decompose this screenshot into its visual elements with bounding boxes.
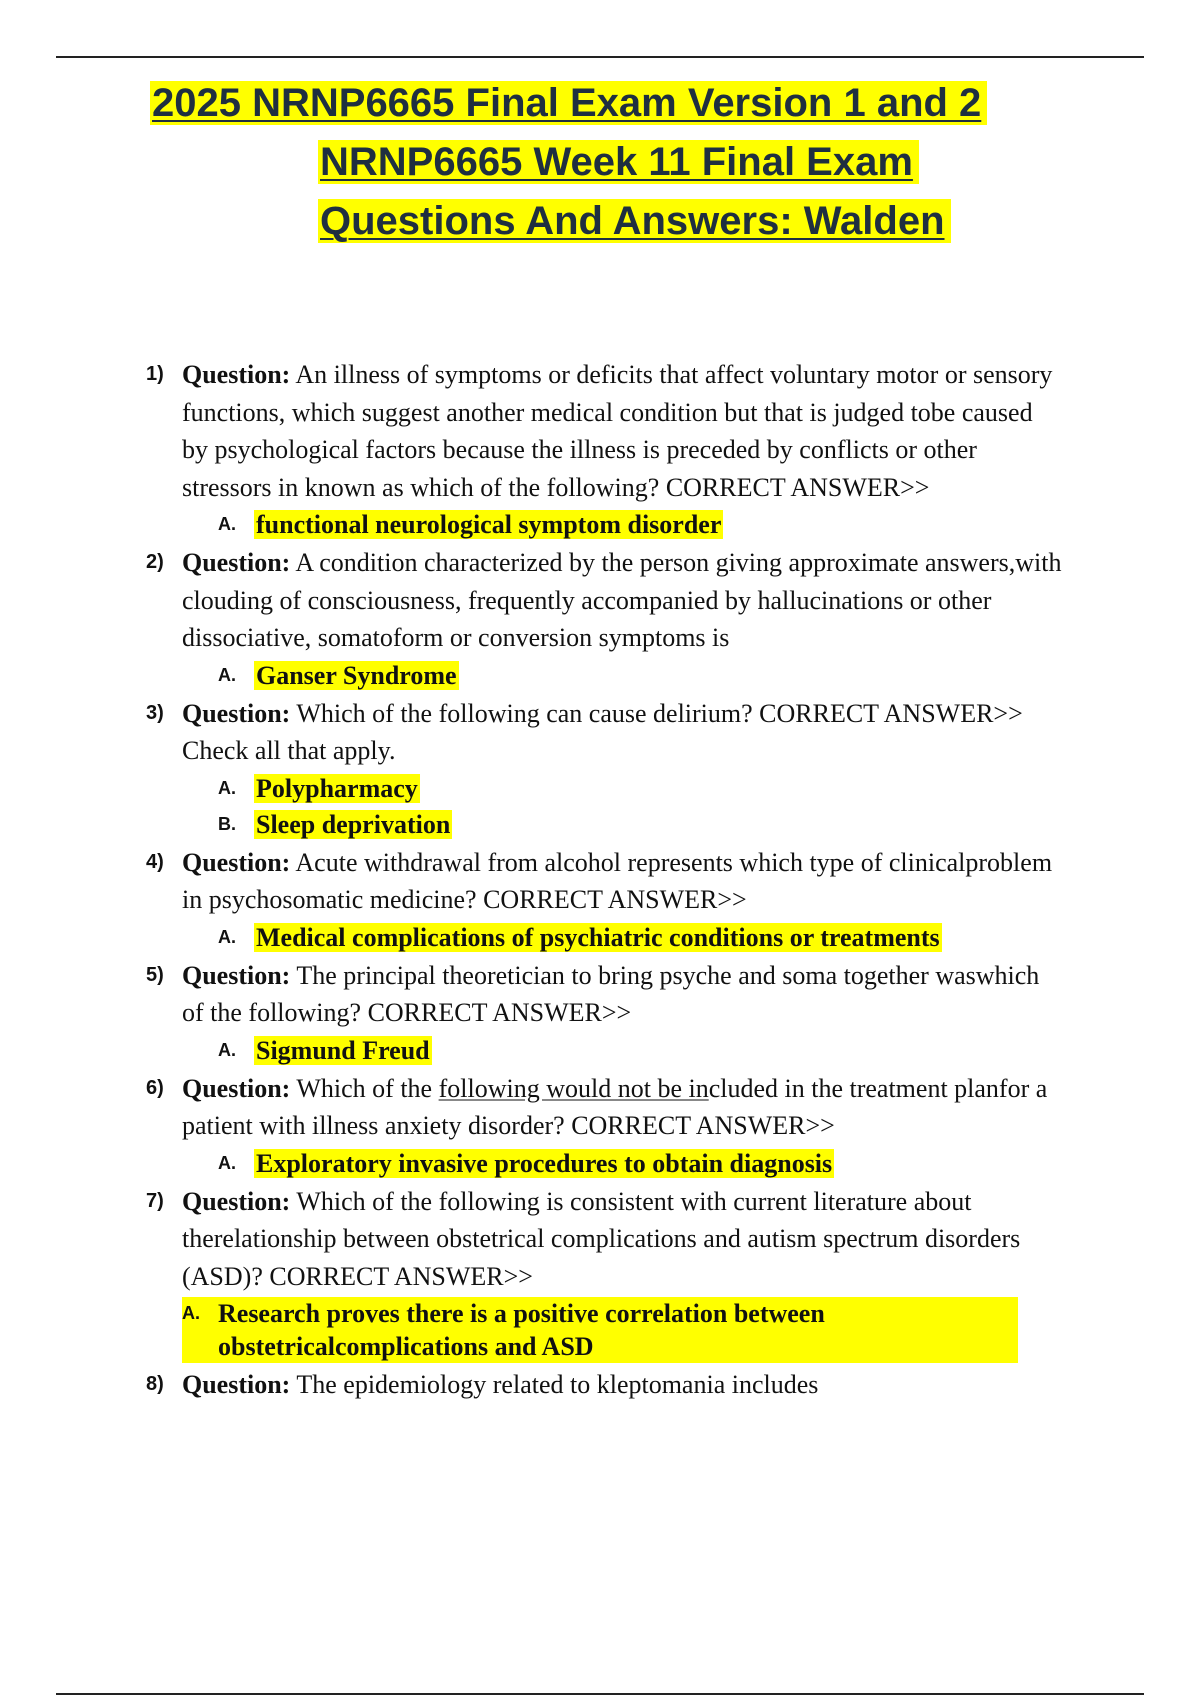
answer-6a xyxy=(0,1147,984,1180)
answer-text: Sigmund Freud xyxy=(256,1035,430,1065)
answer-letter: A. xyxy=(218,777,236,798)
title-line-3: Questions And Answers: Walden xyxy=(0,192,1200,251)
question-3 xyxy=(0,695,1062,770)
question-number: 2) xyxy=(146,551,164,573)
answer-letter: B. xyxy=(218,813,236,834)
question-label: Question: xyxy=(182,698,291,728)
answer-text: Sleep deprivation xyxy=(256,809,451,839)
question-4 xyxy=(0,844,1062,919)
question-6 xyxy=(0,1070,1062,1145)
question-label: Question: xyxy=(182,360,291,389)
question-number: 1) xyxy=(146,363,164,385)
question-text-start: Which of the xyxy=(290,1073,439,1103)
question-7 xyxy=(0,1183,1062,1296)
question-label: Question: xyxy=(182,1073,291,1103)
question-text-end: cluded in the treatment planfor a patient with illness anxiety disorder? CORRECT ANSWER>> xyxy=(182,1073,1048,1140)
question-list xyxy=(0,356,1200,1404)
question-text: The epidemiology related to kleptomania includes xyxy=(290,1370,819,1399)
answer-letter: A. xyxy=(218,1152,236,1173)
question-text: The principal theoretician to bring psyche and soma together waswhich of the following? CORRECT ANSWER>> xyxy=(182,960,1040,1027)
question-2 xyxy=(0,544,1062,657)
question-text: Acute withdrawal from alcohol represents which type of clinicalproblem in psychosomatic medicine? CORRECT ANSWER>> xyxy=(182,847,1053,914)
question-number: 6) xyxy=(146,1076,164,1099)
question-label: Question: xyxy=(182,1186,291,1216)
question-label: Question: xyxy=(182,1370,291,1399)
bottom-rule xyxy=(56,1693,1144,1695)
answer-letter: A. xyxy=(218,664,236,685)
answer-3b xyxy=(0,808,984,841)
question-label: Question: xyxy=(182,960,291,990)
title-line-2: NRNP6665 Week 11 Final Exam xyxy=(0,133,1200,192)
question-text-underlined: following would not be in xyxy=(438,1073,709,1103)
question-text: Which of the following can cause delirium? CORRECT ANSWER>> Check all that apply. xyxy=(182,698,1023,765)
question-5 xyxy=(0,957,1062,1032)
document-title xyxy=(0,74,1200,251)
question-label: Question: xyxy=(182,548,291,577)
answer-text: Research proves there is a positive correlation between obstetricalcomplications and ASD xyxy=(182,1297,1018,1363)
answer-text: Polypharmacy xyxy=(256,773,418,803)
question-number: 7) xyxy=(146,1189,164,1212)
question-number: 5) xyxy=(146,963,164,986)
top-rule xyxy=(56,56,1144,58)
title-line-1: 2025 NRNP6665 Final Exam Version 1 and 2 xyxy=(0,74,1200,133)
question-number: 3) xyxy=(146,701,164,724)
question-text: An illness of symptoms or deficits that affect voluntary motor or sensory functions, which suggest another medical condition but that is judged tobe caused by psychological factors because the illness is preceded by conflicts or other stressors in known as which of the following? CORRECT ANSWER>> xyxy=(182,360,1053,502)
question-label: Question: xyxy=(182,847,291,877)
answer-letter: A. xyxy=(182,1303,200,1323)
question-1 xyxy=(0,356,1062,506)
answer-5a xyxy=(0,1034,984,1067)
answer-7a xyxy=(0,1297,1018,1363)
answer-text: Exploratory invasive procedures to obtain diagnosis xyxy=(256,1148,833,1178)
question-text: A condition characterized by the person giving approximate answers,with clouding of consciousness, frequently accompanied by hallucinations or other dissociative, somatoform or conversion symptoms is xyxy=(182,548,1062,652)
answer-text: functional neurological symptom disorder xyxy=(256,510,722,539)
answer-text: Medical complications of psychiatric conditions or treatments xyxy=(256,922,940,952)
answer-3a xyxy=(0,772,984,805)
question-text: Which of the following is consistent with current literature about therelationship between obstetrical complications and autism spectrum disorders (ASD)? CORRECT ANSWER>> xyxy=(182,1186,1021,1291)
answer-letter: A. xyxy=(218,1039,236,1060)
answer-letter: A. xyxy=(218,926,236,947)
question-number: 4) xyxy=(146,850,164,873)
answer-1a xyxy=(0,508,984,541)
question-number: 8) xyxy=(146,1373,164,1395)
answer-2a xyxy=(0,659,984,692)
answer-4a xyxy=(0,921,984,954)
answer-text: Ganser Syndrome xyxy=(256,660,457,690)
answer-letter: A. xyxy=(218,514,236,534)
question-8 xyxy=(0,1366,1062,1404)
